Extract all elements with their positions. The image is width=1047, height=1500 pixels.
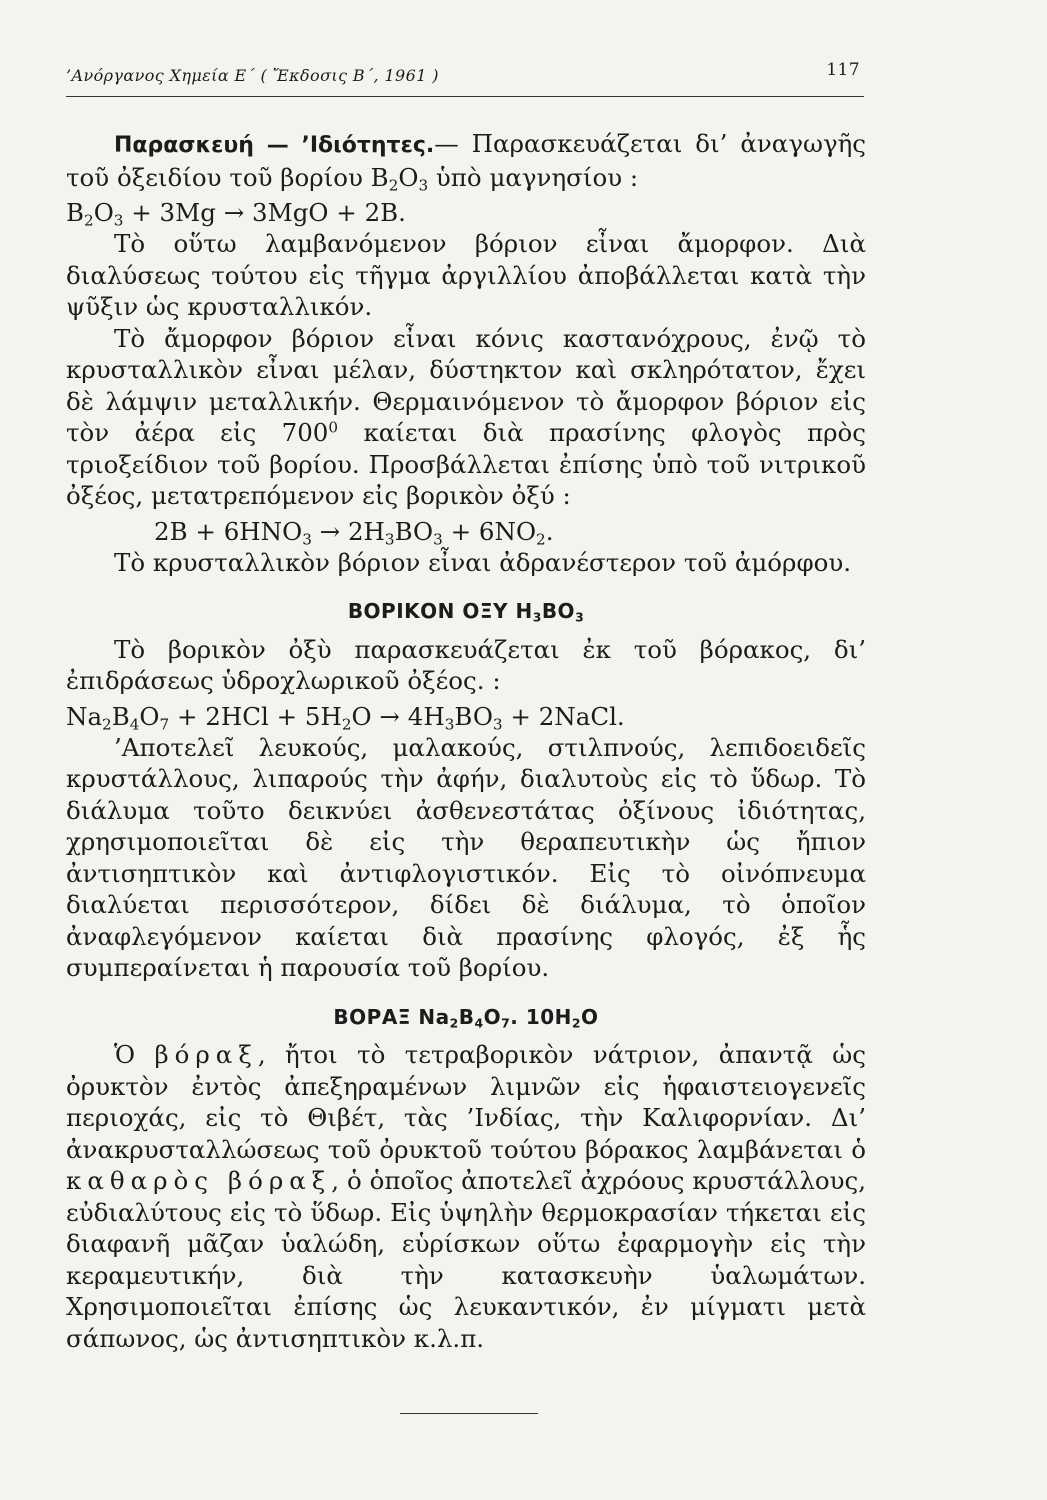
section-heading-borax: ΒΟΡΑΞ $Na_2B_4O_7$. $10H_2O$ — [333, 1004, 599, 1031]
degree-mark: 0 — [328, 418, 339, 437]
section-heading-preparation: Παρασκευή — ’Ιδιότητες. — [114, 133, 435, 158]
paragraph-properties: Τὸ ἄμορφον βόριον εἶναι κόνις καστανόχρους, ἐνῷ τὸ κρυσταλλικὸν εἶναι μέλαν, δύστηκτον καὶ σκληρότατον, ἔχει δὲ λάμψιν μεταλλικήν. Θερμαινόμενον τὸ ἄμορφον βόριον εἰς τὸν ἀέρα εἰς $700^0$ καίεται διὰ πρασίνης φλογὸς πρὸς τριοξείδιον τοῦ βορίου. Προσβάλλεται ἐπίσης ὑπὸ τοῦ νιτρικοῦ ὀξέος, μετατρεπόμενον εἰς βορικὸν ὀξύ : — [66, 323, 867, 510]
section-heading-boric-acid: ΒΟΡΙΚΟΝ ΟΞΥ $H_3BO_3$ — [347, 599, 585, 625]
header-divider — [66, 96, 864, 97]
equation-nitric-acid: $2B + 6HNO_3 \to 2H_3BO_3 + 6NO_2$. — [154, 516, 554, 549]
equation-borax-hcl: $Na_2B_4O_7 + 2HCl + 5H_2O \to 4H_3BO_3$ + 2NaCl. — [66, 701, 625, 734]
paragraph-crystalline: Τὸ κρυσταλλικὸν βόριον εἶναι ἀδρανέστερον τοῦ ἀμόρφου. — [114, 547, 852, 577]
paragraph-borax: Ὁ βόραξ, ἤτοι τὸ τετραβορικὸν νάτριον, ἀπαντᾷ ὡς ὀρυκτὸν ἐντὸς ἀπεξηραμένων λιμνῶν εἰς ἡφαιστειογενεῖς περιοχάς, εἰς τὸ Θιβέτ, τὰς ’Ινδίας, τὴν Καλιφορνίαν. Δι’ ἀνακρυσταλλώσεως τοῦ ὀρυκτοῦ τούτου βόρακος λαμβάνεται ὁ καθαρὸς βόραξ, ὁ ὁποῖος ἀποτελεῖ ἀχρόους κρυστάλλους, εὐδιαλύτους εἰς τὸ ὕδωρ. Εἰς ὑψηλὴν θερμοκρασίαν τήκεται εἰς διαφανῆ μᾶζαν ὑαλώδη, εὑρίσκων οὕτω ἐφαρμογὴν εἰς τὴν κεραμευτικήν, διὰ τὴν κατασκευὴν ὑαλωμάτων. Χρησιμοποιεῖται ἐπίσης ὡς λευκαντικόν, ἐν μίγματι μετὰ σάπωνος, ὡς ἀντισηπτικὸν κ.λ.π. — [66, 1040, 867, 1353]
end-divider — [400, 1413, 538, 1414]
equation-boron-reduction: $B_2O_3 + 3Mg \to 3MgO + 2B$. — [66, 198, 406, 230]
running-title: ’Ανόργανος Χημεία Ε΄ ( Ἔκδοσις Β΄, 1961 ) — [66, 66, 439, 85]
paragraph-boric-properties: ’Αποτελεῖ λευκούς, μαλακούς, στιλπνούς, λεπιδοειδεῖς κρυστάλλους, λιπαρούς τὴν ἀφήν, διαλυτοὺς εἰς τὸ ὕδωρ. Τὸ διάλυμα τοῦτο δεικνύει ἀσθενεστάτας ὀξίνους ἰδιότητας, χρησιμοποιεῖται δὲ εἰς τὴν θεραπευτικὴν ὡς ἤπιον ἀντισηπτικὸν καὶ ἀντιφλογιστικόν. Εἰς τὸ οἰνόπνευμα διαλύεται περισσότερον, δίδει δὲ διάλυμα, τὸ ὁποῖον ἀναφλεγόμενον καίεται διὰ πρασίνης φλογός, ἐξ ἧς συμπεραίνεται ἡ παρουσία τοῦ βορίου. — [66, 732, 866, 982]
term-pure-borax: καθαρὸς βόραξ — [66, 1166, 332, 1195]
formula-b2o3: $B_2O_3$ — [370, 162, 429, 195]
paragraph-amorphous: Τὸ οὕτω λαμβανόμενον βόριον εἶναι ἄμορφον. Διὰ διαλύσεως τούτου εἰς τῆγμα ἀργιλλίου ἀποβάλλεται κατὰ τὴν ψῦξιν ὡς κρυσταλλικόν. — [66, 229, 866, 321]
running-header — [66, 60, 866, 98]
paragraph-preparation: Παρασκευή — ’Ιδιότητες.— Παρασκευάζεται δι’ ἀναγωγῆς τοῦ ὀξειδίου τοῦ βορίου $B_2O_3$ ὑπὸ μαγνησίου : — [66, 129, 867, 195]
paragraph-boric-preparation: Τὸ βορικὸν ὀξὺ παρασκευάζεται ἐκ τοῦ βόρακος, δι’ ἐπιδράσεως ὑδροχλωρικοῦ ὀξέος. : — [66, 634, 866, 695]
term-borax: βόραξ — [154, 1040, 258, 1069]
page-body — [66, 128, 866, 1354]
page-number: 117 — [826, 60, 860, 80]
